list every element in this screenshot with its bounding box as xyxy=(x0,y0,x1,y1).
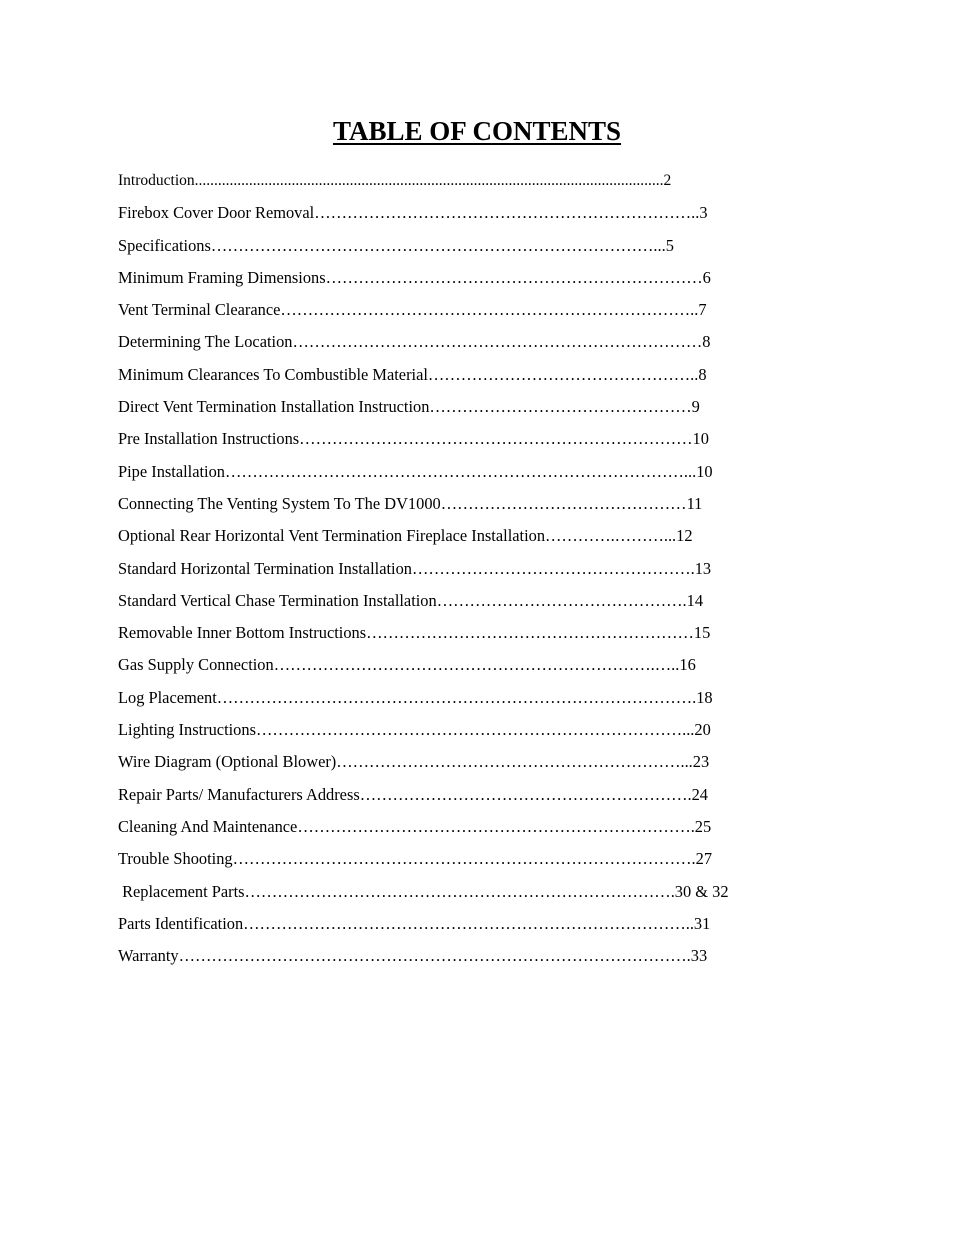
toc-entry: Optional Rear Horizontal Vent Termination Fireplace Installation………….………...12 xyxy=(118,526,693,546)
toc-entry: Repair Parts/ Manufacturers Address…………………………………………………….24 xyxy=(118,784,708,804)
toc-entry: Connecting The Venting System To The DV1000………………………………………11 xyxy=(118,493,703,513)
toc-entry: Parts Identification………………………………………………………………………..31 xyxy=(118,913,711,933)
toc-entry: Minimum Framing Dimensions……………………………………………………………6 xyxy=(118,267,711,287)
toc-entry: Direct Vent Termination Installation Instruction…………………………………………9 xyxy=(118,397,700,417)
toc-entry: Log Placement…………………………………………………………………………….18 xyxy=(118,687,713,707)
table-of-contents xyxy=(118,170,818,977)
toc-entry: Pipe Installation…………………………………………………………………………...10 xyxy=(118,461,713,481)
toc-entry: Gas Supply Connection…………………………………………………………….…..16 xyxy=(118,655,696,675)
toc-entry: Standard Vertical Chase Termination Installation……………………………………….14 xyxy=(118,590,704,610)
toc-entry: Specifications………………………………………………………………………...5 xyxy=(118,235,674,255)
toc-entry: Pre Installation Instructions………………………………………………………………10 xyxy=(118,429,709,449)
toc-entry: Warranty………………………………………………………………………………….33 xyxy=(118,946,708,966)
page-title: TABLE OF CONTENTS xyxy=(332,116,622,146)
toc-entry: Wire Diagram (Optional Blower)………………………………………………………...23 xyxy=(118,752,710,772)
toc-entry: Removable Inner Bottom Instructions……………………………………………………15 xyxy=(118,623,711,643)
toc-entry: Minimum Clearances To Combustible Material…………………………………………..8 xyxy=(118,364,707,384)
toc-entry: Determining The Location…………………………………………………………………8 xyxy=(118,332,711,352)
toc-entry: Replacement Parts…………………………………………………………………….30 & 32 xyxy=(118,881,729,901)
toc-entry: Cleaning And Maintenance……………………………………………………………….25 xyxy=(118,816,712,836)
toc-entry: Vent Terminal Clearance…………………………………………………………………..7 xyxy=(118,300,707,320)
toc-entry: Firebox Cover Door Removal……………………………………………………………..3 xyxy=(118,203,708,223)
toc-entry: Trouble Shooting………………………………………………………………………….27 xyxy=(118,849,713,869)
toc-entry: Standard Horizontal Termination Installation…………………………………………….13 xyxy=(118,558,712,578)
toc-entry: Introduction.........................................................................................................................2 xyxy=(118,172,672,189)
toc-entry: Lighting Instructions……………………………………………………………………...20 xyxy=(118,720,711,740)
